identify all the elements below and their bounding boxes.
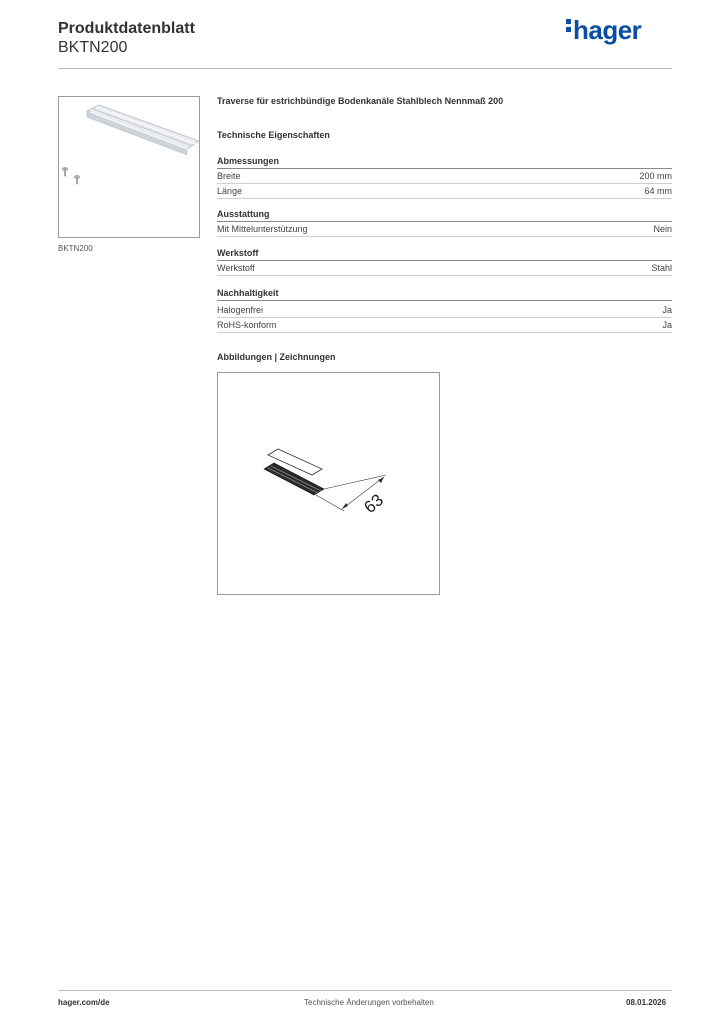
footer-note: Technische Änderungen vorbehalten bbox=[304, 998, 434, 1007]
row-label: RoHS-konform bbox=[217, 320, 277, 330]
technical-drawing bbox=[217, 372, 440, 595]
logo-dots-icon bbox=[566, 19, 571, 35]
dimension-drawing-icon bbox=[218, 373, 439, 594]
header-divider bbox=[58, 68, 672, 69]
row-label: Werkstoff bbox=[217, 263, 255, 273]
technical-properties-heading: Technische Eigenschaften bbox=[217, 130, 330, 140]
table-row bbox=[217, 184, 672, 199]
row-value: Nein bbox=[653, 224, 672, 234]
product-code: BKTN200 bbox=[58, 39, 128, 56]
page-title: Produktdatenblatt bbox=[58, 20, 195, 37]
row-label: Breite bbox=[217, 171, 241, 181]
row-value: Ja bbox=[662, 320, 672, 330]
hager-logo bbox=[566, 15, 641, 46]
section-title: Nachhaltigkeit bbox=[217, 288, 672, 301]
footer-divider bbox=[58, 990, 672, 991]
table-row bbox=[217, 169, 672, 184]
product-description: Traverse für estrichbündige Bodenkanäle Stahlblech Nennmaß 200 bbox=[217, 96, 504, 106]
section-title: Werkstoff bbox=[217, 248, 672, 261]
table-row bbox=[217, 261, 672, 276]
product-details bbox=[217, 96, 672, 330]
row-value: 200 mm bbox=[639, 171, 672, 181]
row-value: Stahl bbox=[651, 263, 672, 273]
footer-website: hager.com/de bbox=[58, 998, 110, 1007]
figures-heading: Abbildungen | Zeichnungen bbox=[217, 352, 336, 362]
row-label: Länge bbox=[217, 186, 243, 196]
section-ausstattung bbox=[217, 209, 672, 237]
row-value: 64 mm bbox=[644, 186, 672, 196]
row-label: Halogenfrei bbox=[217, 305, 264, 315]
section-title: Ausstattung bbox=[217, 209, 672, 222]
table-row bbox=[217, 222, 672, 237]
row-value: Ja bbox=[662, 305, 672, 315]
footer-date: 08.01.2026 bbox=[626, 998, 667, 1007]
section-abmessungen bbox=[217, 156, 672, 199]
table-row bbox=[217, 318, 672, 333]
dimension-label: 63 bbox=[360, 490, 388, 518]
section-nachhaltigkeit bbox=[217, 288, 672, 333]
section-werkstoff bbox=[217, 248, 672, 276]
section-title: Abmessungen bbox=[217, 156, 672, 169]
product-image-caption: BKTN200 bbox=[58, 244, 93, 253]
traverse-product-icon bbox=[59, 97, 199, 237]
row-label: Mit Mittelunterstützung bbox=[217, 224, 308, 234]
logo-wordmark: hager bbox=[573, 15, 642, 45]
table-row bbox=[217, 303, 672, 318]
product-image bbox=[58, 96, 200, 238]
